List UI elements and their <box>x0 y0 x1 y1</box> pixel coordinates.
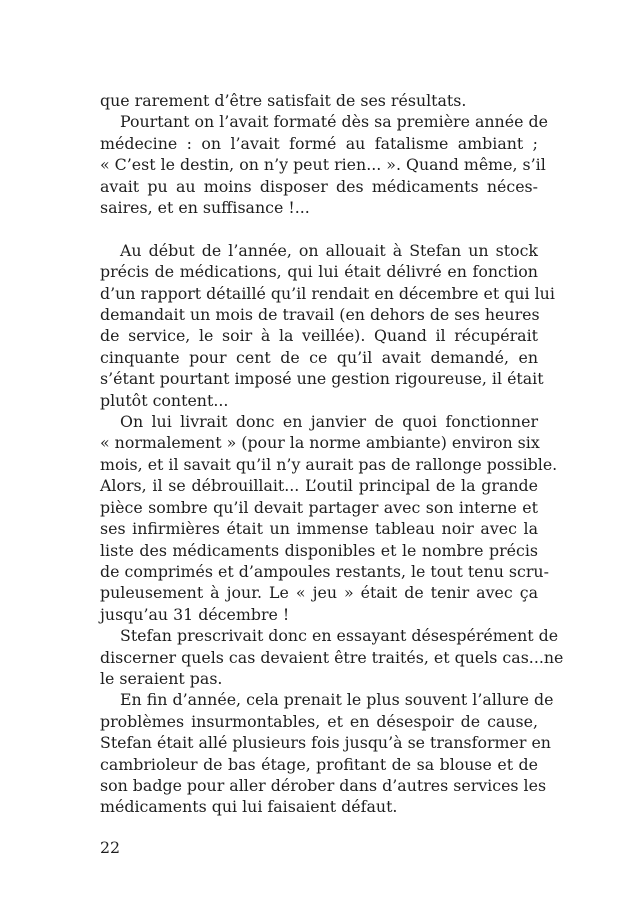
text-line: liste des médicaments disponibles et le nombre précis <box>100 540 538 560</box>
paragraph-tableau-noir <box>100 411 558 625</box>
text-line: d’un rapport détaillé qu’il rendait en décembre et qui lui <box>100 283 555 303</box>
book-page-body <box>100 90 564 818</box>
text-line: On lui livrait donc en janvier de quoi fonctionner <box>120 412 538 432</box>
text-line: s’étant pourtant imposé une gestion rigoureuse, il était <box>100 369 544 389</box>
text-line: problèmes insurmontables, et en désespoir de cause, <box>100 711 538 731</box>
paragraph-fin-annee <box>100 689 554 817</box>
text-line: puleusement à jour. Le « jeu » était de tenir avec ça <box>100 583 538 603</box>
text-line: saires, et en suffisance !... <box>100 198 310 218</box>
text-line: discerner quels cas devaient être traités, et quels cas...ne <box>100 647 564 667</box>
text-line: ses infirmières était un immense tableau noir avec la <box>100 519 538 539</box>
text-line: pièce sombre qu’il devait partager avec son interne et <box>100 497 538 517</box>
text-line: Au début de l’année, on allouait à Stefan un stock <box>120 240 538 260</box>
text-line: « normalement » (pour la norme ambiante) environ six <box>100 433 540 453</box>
text-line: médicaments qui lui faisaient défaut. <box>100 797 398 817</box>
page-number: 22 <box>100 838 121 857</box>
paragraph-fatalisme <box>100 111 548 218</box>
text-line: En fin d’année, cela prenait le plus souvent l’allure de <box>120 690 554 710</box>
text-line: son badge pour aller dérober dans d’autres services les <box>100 775 547 795</box>
text-line: Stefan prescrivait donc en essayant désespérément de <box>120 626 559 646</box>
text-line: plutôt content... <box>100 390 229 410</box>
text-line: demandait un mois de travail (en dehors de ses heures <box>100 305 540 325</box>
text-line: le seraient pas. <box>100 668 223 688</box>
text-line: cambrioleur de bas étage, profitant de sa blouse et de <box>100 754 538 774</box>
paragraph-stock <box>100 240 555 411</box>
paragraph-continuation <box>100 90 538 111</box>
text-line: précis de médications, qui lui était délivré en fonction <box>100 262 538 282</box>
text-line: Alors, il se débrouillait... L’outil principal de la grande <box>100 476 538 496</box>
text-line: mois, et il savait qu’il n’y aurait pas de rallonge possible. <box>100 454 558 474</box>
text-line: que rarement d’être satisfait de ses résultats. <box>100 91 467 110</box>
text-line: de comprimés et d’ampoules restants, le tout tenu scru- <box>100 561 549 581</box>
text-line: médecine : on l’avait formé au fatalisme ambiant ; <box>100 133 538 153</box>
text-line: Stefan était allé plusieurs fois jusqu’à se transformer en <box>100 733 551 753</box>
paragraph-prescription <box>100 625 564 689</box>
text-line: de service, le soir à la veillée). Quand il récupérait <box>100 326 538 346</box>
section-break <box>100 218 538 239</box>
text-line: cinquante pour cent de ce qu’il avait demandé, en <box>100 347 538 367</box>
text-line: « C’est le destin, on n’y peut rien... ». Quand même, s’il <box>100 155 546 175</box>
text-line: Pourtant on l’avait formaté dès sa première année de <box>120 112 548 132</box>
text-line: avait pu au moins disposer des médicaments néces- <box>100 176 538 196</box>
text-line: jusqu’au 31 décembre ! <box>100 604 290 624</box>
